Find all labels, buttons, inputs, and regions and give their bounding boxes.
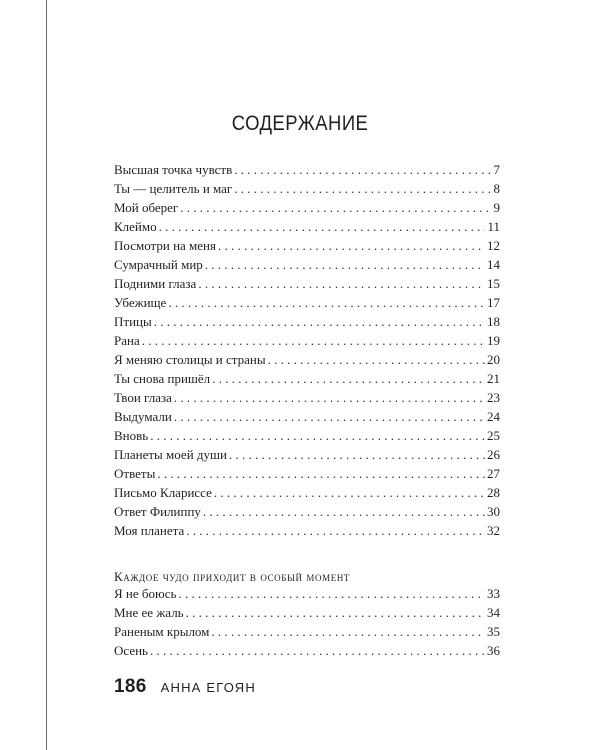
toc-entry bbox=[114, 255, 500, 274]
toc-entry bbox=[114, 464, 500, 483]
toc-entry bbox=[114, 445, 500, 464]
dot-leader bbox=[211, 622, 485, 641]
dot-leader bbox=[157, 464, 485, 483]
toc-entry-title: Посмотри на меня bbox=[114, 238, 216, 253]
toc-entry-title: Высшая точка чувств bbox=[114, 162, 233, 177]
toc-entry-title: Твои глаза bbox=[114, 390, 172, 405]
toc-entry bbox=[114, 407, 500, 426]
dot-leader bbox=[198, 274, 485, 293]
toc-entry-title: Рана bbox=[114, 333, 140, 348]
toc-entry-page: 35 bbox=[487, 624, 500, 639]
toc-entry bbox=[114, 622, 500, 641]
section-table-of-contents bbox=[114, 584, 500, 660]
toc-entry-title: Мой оберег bbox=[114, 200, 179, 215]
toc-entry-page: 27 bbox=[487, 466, 500, 481]
dot-leader bbox=[218, 236, 485, 255]
running-head-author: АННА ЕГОЯН bbox=[160, 680, 256, 695]
page-title: СОДЕРЖАНИЕ bbox=[231, 112, 369, 135]
toc-entry-title: Планеты моей души bbox=[114, 447, 227, 462]
toc-entry-page: 26 bbox=[487, 447, 500, 462]
toc-entry-title: Мне ее жаль bbox=[114, 605, 184, 620]
toc-entry-title: Вновь bbox=[114, 428, 149, 443]
toc-entry bbox=[114, 236, 500, 255]
dot-leader bbox=[178, 584, 485, 603]
toc-entry-page: 20 bbox=[487, 352, 500, 367]
toc-entry-title: Клеймо bbox=[114, 219, 157, 234]
toc-entry-page: 19 bbox=[487, 333, 500, 348]
dot-leader bbox=[234, 179, 491, 198]
toc-entry-page: 36 bbox=[487, 643, 500, 658]
dot-leader bbox=[234, 160, 491, 179]
dot-leader bbox=[142, 331, 485, 350]
dot-leader bbox=[186, 521, 485, 540]
toc-entry-page: 23 bbox=[487, 390, 500, 405]
toc-entry bbox=[114, 198, 500, 217]
toc-entry-title: Моя планета bbox=[114, 523, 185, 538]
toc-entry bbox=[114, 502, 500, 521]
toc-entry bbox=[114, 483, 500, 502]
toc-entry-title: Ты снова пришёл bbox=[114, 371, 211, 386]
toc-entry bbox=[114, 641, 500, 660]
toc-entry bbox=[114, 293, 500, 312]
toc-entry-title: Выдумали bbox=[114, 409, 172, 424]
toc-entry-page: 17 bbox=[487, 295, 500, 310]
toc-entry-title: Ты — целитель и маг bbox=[114, 181, 233, 196]
toc-entry bbox=[114, 217, 500, 236]
toc-entry-title: Письмо Клариссе bbox=[114, 485, 212, 500]
dot-leader bbox=[229, 445, 485, 464]
toc-entry bbox=[114, 179, 500, 198]
toc-entry-page: 9 bbox=[493, 200, 500, 215]
dot-leader bbox=[150, 426, 485, 445]
section-heading: Каждое чудо приходит в особый момент bbox=[114, 569, 351, 584]
toc-entry bbox=[114, 312, 500, 331]
toc-entry bbox=[114, 331, 500, 350]
toc-entry-page: 18 bbox=[487, 314, 500, 329]
toc-entry bbox=[114, 274, 500, 293]
toc-entry-page: 24 bbox=[487, 409, 500, 424]
toc-entry bbox=[114, 369, 500, 388]
toc-entry bbox=[114, 350, 500, 369]
toc-entry-title: Птицы bbox=[114, 314, 152, 329]
dot-leader bbox=[150, 641, 485, 660]
toc-entry-page: 7 bbox=[493, 162, 500, 177]
toc-entry-title: Ответ Филиппу bbox=[114, 504, 201, 519]
dot-leader bbox=[168, 293, 485, 312]
toc-entry-page: 11 bbox=[487, 219, 500, 234]
dot-leader bbox=[180, 198, 491, 217]
toc-entry-page: 30 bbox=[487, 504, 500, 519]
toc-entry-title: Убежище bbox=[114, 295, 167, 310]
dot-leader bbox=[186, 603, 485, 622]
toc-entry bbox=[114, 584, 500, 603]
dot-leader bbox=[159, 217, 486, 236]
dot-leader bbox=[205, 255, 485, 274]
toc-entry-title: Сумрачный мир bbox=[114, 257, 203, 272]
dot-leader bbox=[203, 502, 485, 521]
toc-entry-page: 8 bbox=[493, 181, 500, 196]
table-of-contents bbox=[114, 160, 500, 540]
dot-leader bbox=[214, 483, 485, 502]
toc-entry-page: 34 bbox=[487, 605, 500, 620]
toc-entry bbox=[114, 426, 500, 445]
toc-entry-title: Подними глаза bbox=[114, 276, 197, 291]
page-footer bbox=[114, 676, 256, 698]
toc-entry-page: 21 bbox=[487, 371, 500, 386]
toc-entry-page: 15 bbox=[487, 276, 500, 291]
toc-entry-page: 32 bbox=[487, 523, 500, 538]
toc-entry bbox=[114, 603, 500, 622]
dot-leader bbox=[268, 350, 485, 369]
toc-entry-page: 28 bbox=[487, 485, 500, 500]
toc-entry-page: 25 bbox=[487, 428, 500, 443]
toc-entry-page: 33 bbox=[487, 586, 500, 601]
toc-entry-page: 12 bbox=[487, 238, 500, 253]
toc-entry-page: 14 bbox=[487, 257, 500, 272]
dot-leader bbox=[174, 388, 485, 407]
toc-entry-title: Я меняю столицы и страны bbox=[114, 352, 266, 367]
toc-entry bbox=[114, 160, 500, 179]
dot-leader bbox=[212, 369, 485, 388]
toc-entry-title: Ответы bbox=[114, 466, 156, 481]
toc-entry bbox=[114, 521, 500, 540]
dot-leader bbox=[174, 407, 485, 426]
dot-leader bbox=[154, 312, 485, 331]
toc-entry-title: Я не боюсь bbox=[114, 586, 177, 601]
toc-entry-title: Осень bbox=[114, 643, 148, 658]
page-number: 186 bbox=[114, 676, 147, 697]
toc-entry-title: Раненым крылом bbox=[114, 624, 210, 639]
toc-entry bbox=[114, 388, 500, 407]
